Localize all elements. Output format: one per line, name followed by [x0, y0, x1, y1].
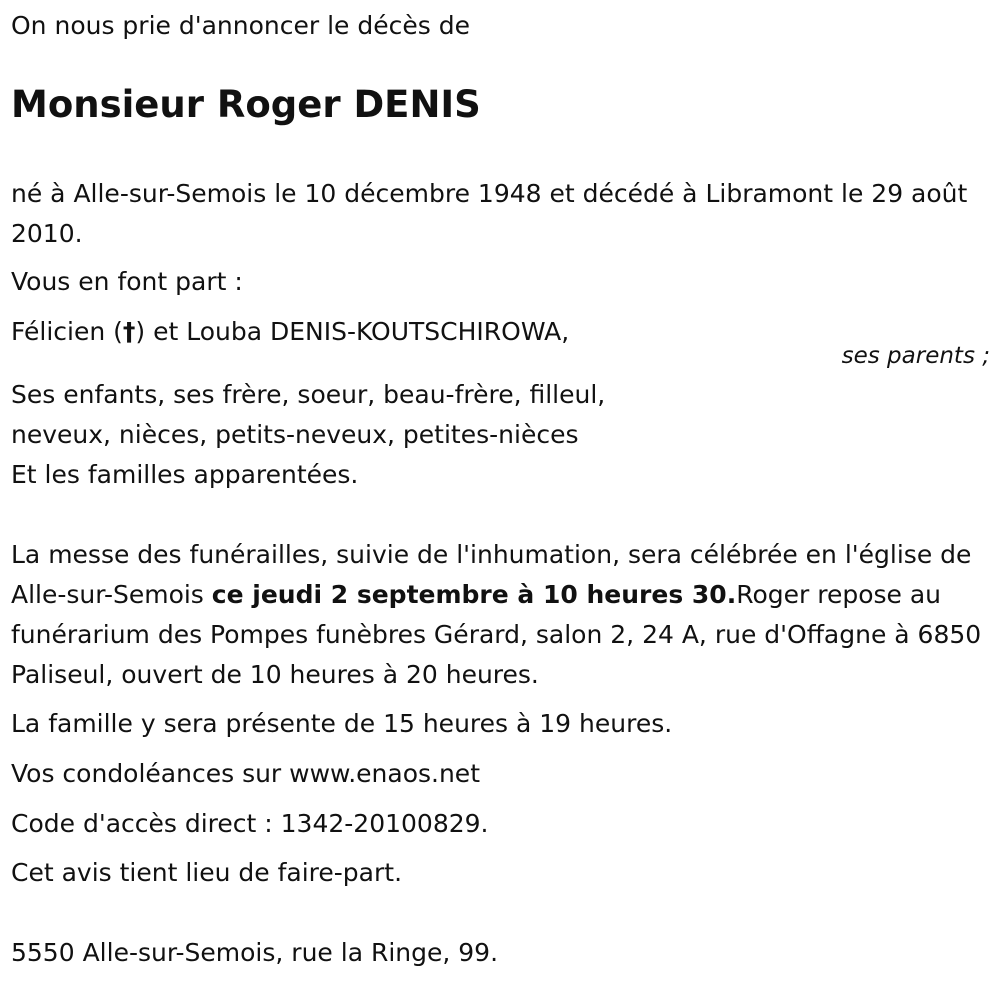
- presence-text: La famille y sera présente de 15 heures à 19 heures.: [11, 709, 673, 738]
- cross-icon: †: [122, 317, 136, 346]
- notice-text: Cet avis tient lieu de faire-part.: [11, 858, 403, 887]
- parents-line: [11, 312, 569, 352]
- address-text: 5550 Alle-sur-Semois, rue la Ringe, 99.: [11, 938, 499, 967]
- parents-text-end: ) et Louba DENIS-KOUTSCHIROWA,: [135, 317, 570, 346]
- parents-role: ses parents ;: [841, 343, 990, 369]
- parents-text-start: Félicien (: [11, 317, 123, 346]
- funeral-text-start: La messe des funérailles, suivie de l'inhumation, sera célébrée en l'église de Alle-sur-Semois: [11, 540, 972, 609]
- condolences-text: Vos condoléances sur www.enaos.net: [11, 759, 480, 788]
- access-code-text: Code d'accès direct : 1342-20100829.: [11, 809, 489, 838]
- announcement-text: Vous en font part :: [11, 267, 243, 296]
- funeral-paragraph: [11, 535, 986, 695]
- funeral-text-end: Roger repose au funérarium des Pompes funèbres Gérard, salon 2, 24 A, rue d'Offagne à 6850 Paliseul, ouvert de 10 heures à 20 heures.: [11, 580, 982, 689]
- deceased-name: Monsieur Roger DENIS: [11, 83, 481, 126]
- family-block: [11, 375, 605, 495]
- birth-death-text: né à Alle-sur-Semois le 10 décembre 1948 et décédé à Libramont le 29 août 2010.: [11, 179, 968, 248]
- funeral-date-time: ce jeudi 2 septembre à 10 heures 30.: [211, 580, 737, 609]
- family-line: neveux, nièces, petits-neveux, petites-nièces: [11, 420, 579, 449]
- family-line: Ses enfants, ses frère, soeur, beau-frère, filleul,: [11, 380, 606, 409]
- family-line: Et les familles apparentées.: [11, 460, 359, 489]
- intro-text: On nous prie d'annoncer le décès de: [11, 11, 470, 40]
